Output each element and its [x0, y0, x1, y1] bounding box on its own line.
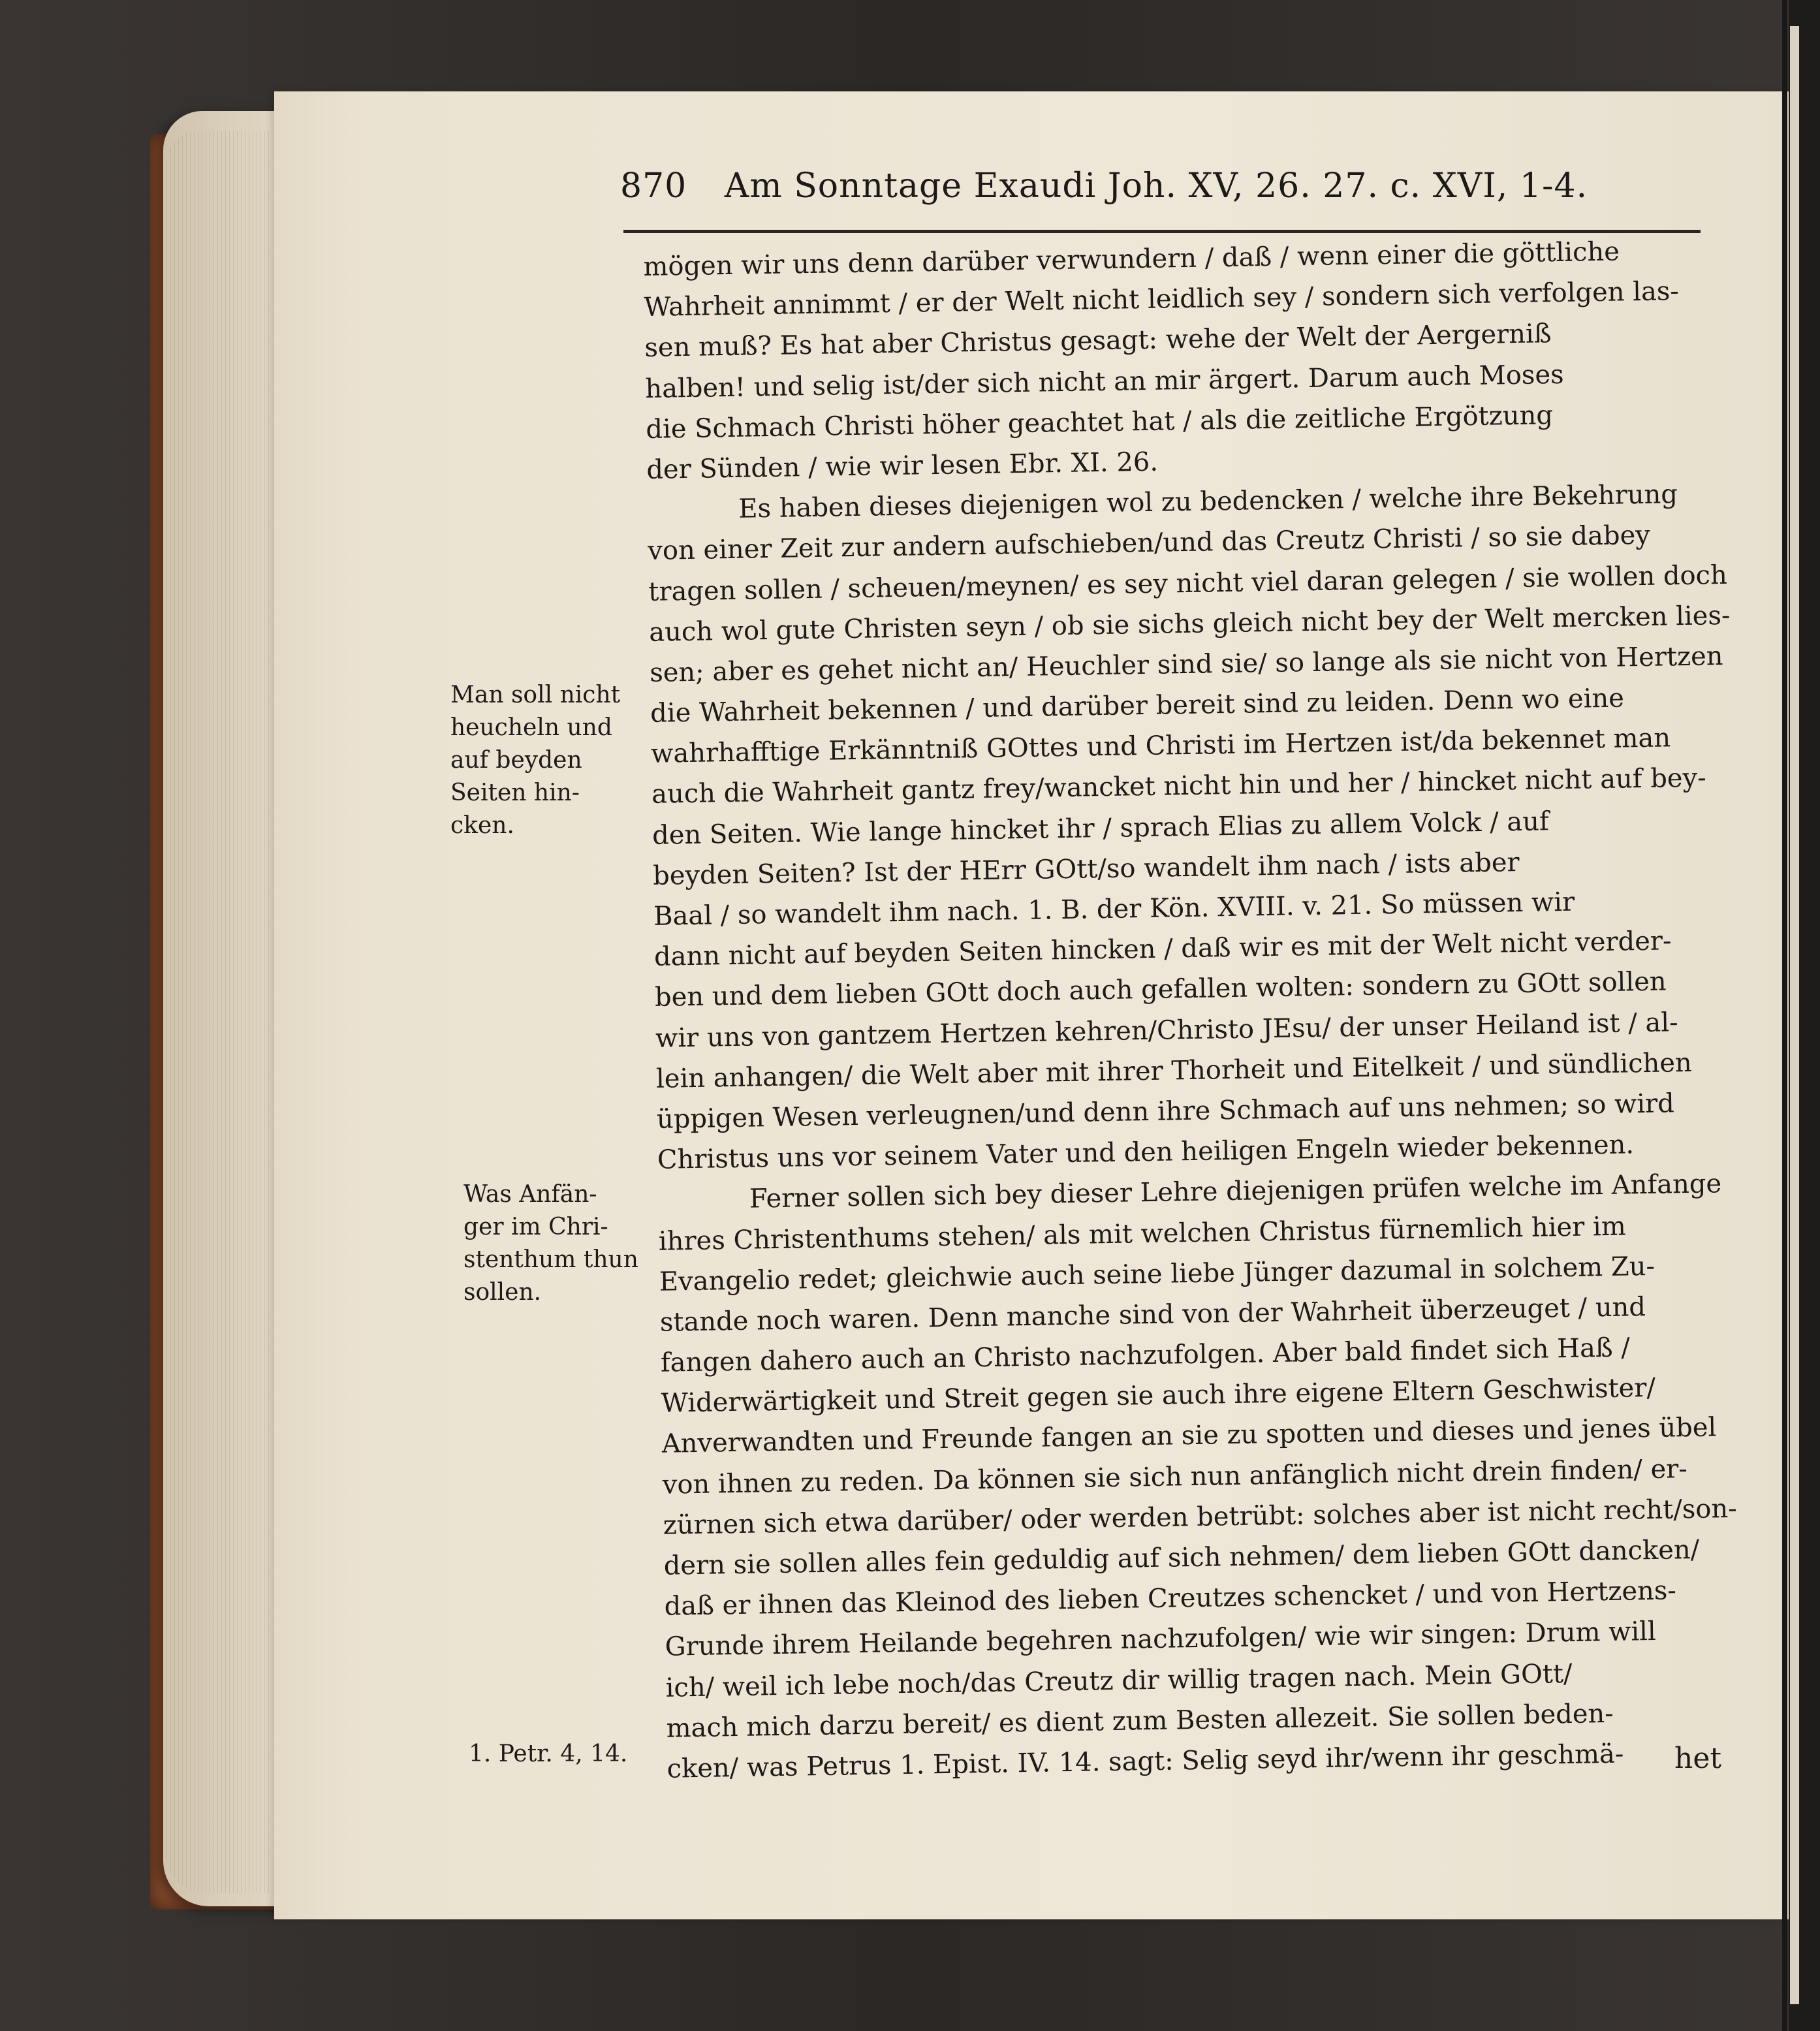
margin-note-line: auf beyden	[450, 747, 582, 774]
text-line: daß er ihnen das Kleinod des lieben Creutzes schencket / und von Hertzens-	[664, 1575, 1677, 1622]
text-line: Wahrheit annimmt / er der Welt nicht leidlich sey / sondern sich verfolgen las-	[644, 276, 1680, 323]
text-line: Evangelio redet; gleichwie auch seine liebe Jünger dazumal in solchem Zu-	[659, 1251, 1655, 1297]
margin-note-line: stenthum thun	[463, 1246, 638, 1273]
text-line: stande noch waren. Denn manche sind von der Wahrheit überzeuget / und	[659, 1291, 1646, 1338]
text-line: Es haben dieses diejenigen wol zu bedencken / welche ihre Bekehrung	[738, 479, 1678, 524]
text-line: auch die Wahrheit gantz frey/wancket nicht hin und her / hincket nicht auf bey-	[651, 763, 1707, 810]
margin-note-line: sollen.	[463, 1279, 542, 1306]
text-line: die Wahrheit bekennen / und darüber bereit sind zu leiden. Denn wo eine	[650, 683, 1625, 729]
text-line: wir uns von gantzem Hertzen kehren/Christo JEsu/ der unser Heiland ist / al-	[655, 1007, 1678, 1054]
catchword: het	[1674, 1742, 1722, 1775]
text-line: der Sünden / wie wir lesen Ebr. XI. 26.	[646, 447, 1159, 485]
text-line: dann nicht auf beyden Seiten hincken / daß wir es mit der Welt nicht verder-	[653, 926, 1672, 973]
page-edges	[166, 131, 271, 1893]
text-line: ben und dem lieben GOtt doch auch gefallen wolten: sondern zu GOtt sollen	[654, 966, 1667, 1013]
margin-note-line: Seiten hin-	[450, 779, 580, 806]
page-header	[620, 166, 1691, 225]
text-line: ihres Christenthums stehen/ als mit welchen Christus fürnemlich hier im	[658, 1211, 1627, 1257]
text-line: Christus uns vor seinem Vater und den heiligen Engeln wieder bekennen.	[657, 1129, 1635, 1175]
text-line: Grunde ihrem Heilande begehren nachzufolgen/ wie wir singen: Drum will	[665, 1616, 1657, 1663]
text-line: tragen sollen / scheuen/meynen/ es sey nicht viel daran gelegen / sie wollen doch	[648, 559, 1728, 607]
margin-note-line: heucheln und	[450, 714, 612, 741]
text-line: sen; aber es gehet nicht an/ Heuchler sind sie/ so lange als sie nicht von Hertzen	[649, 640, 1723, 688]
facing-page-edge	[1790, 26, 1799, 2004]
text-line: Anverwandten und Freunde fangen an sie zu spotten und dieses und jenes übel	[661, 1412, 1717, 1460]
margin-note-line: ger im Chri-	[463, 1214, 608, 1240]
text-line: ich/ weil ich lebe noch/das Creutz dir willig tragen nach. Mein GOtt/	[665, 1658, 1573, 1703]
text-line: cken/ was Petrus 1. Epist. IV. 14. sagt: Selig seyd ihr/wenn ihr geschmä-	[667, 1739, 1624, 1784]
text-line: von einer Zeit zur andern aufschieben/und das Creutz Christi / so sie dabey	[647, 520, 1651, 567]
running-head: Am Sonntage Exaudi Joh. XV, 26. 27. c. XVI, 1-4.	[724, 166, 1588, 206]
gutter-shadow	[1782, 0, 1787, 2031]
text-line: beyden Seiten? Ist der HErr GOtt/so wandelt ihm nach / ists aber	[652, 847, 1520, 891]
margin-note-line: cken.	[450, 812, 514, 839]
text-line: die Schmach Christi höher geachtet hat / als die zeitliche Ergötzung	[646, 400, 1554, 445]
body-text	[643, 230, 1738, 1789]
text-line: üppigen Wesen verleugnen/und denn ihre Schmach auf uns nehmen; so wird	[656, 1088, 1675, 1135]
text-line: von ihnen zu reden. Da können sie sich nun anfänglich nicht drein finden/ er-	[662, 1453, 1688, 1500]
text-line: sen muß? Es hat aber Christus gesagt: wehe der Welt der Aergerniß	[644, 319, 1552, 364]
text-line: auch wol gute Christen seyn / ob sie sichs gleich nicht bey der Welt mercken lies-	[648, 600, 1731, 648]
margin-note-line: Was Anfän-	[463, 1181, 597, 1208]
text-line: lein anhangen/ die Welt aber mit ihrer Thorheit und Eitelkeit / und sündlichen	[655, 1047, 1693, 1094]
margin-note	[450, 679, 627, 842]
text-line: fangen dahero auch an Christo nachzufolgen. Aber bald findet sich Haß /	[660, 1332, 1631, 1378]
text-line: mögen wir uns denn darüber verwundern / daß / wenn einer die göttliche	[643, 236, 1620, 282]
text-line: Baal / so wandelt ihm nach. 1. B. der Kön. XVIII. v. 21. So müssen wir	[653, 887, 1575, 932]
text-line: zürnen sich etwa darüber/ oder werden betrübt: solches aber ist nicht recht/son-	[663, 1493, 1738, 1541]
text-line: mach mich darzu bereit/ es dient zum Besten allezeit. Sie sollen beden-	[666, 1698, 1614, 1744]
text-line: Widerwärtigkeit und Streit gegen sie auch ihre eigene Eltern Geschwister/	[661, 1373, 1656, 1419]
text-line: dern sie sollen alles fein geduldig auf sich nehmen/ dem lieben GOtt dancken/	[663, 1534, 1700, 1581]
margin-note-line: 1. Petr. 4, 14.	[469, 1740, 628, 1767]
text-line: den Seiten. Wie lange hincket ihr / sprach Elias zu allem Volck / auf	[651, 806, 1550, 851]
text-line: halben! und selig ist/der sich nicht an mir ärgert. Darum auch Moses	[645, 359, 1564, 404]
text-line: wahrhafftige Erkänntniß GOttes und Christi im Hertzen ist/da bekennet man	[650, 723, 1671, 770]
page-number: 870	[620, 166, 687, 206]
margin-note	[463, 1178, 640, 1309]
margin-note-line: Man soll nicht	[450, 682, 621, 708]
margin-note	[469, 1738, 645, 1771]
text-line: Ferner sollen sich bey dieser Lehre diejenigen prüfen welche im Anfange	[749, 1169, 1722, 1214]
